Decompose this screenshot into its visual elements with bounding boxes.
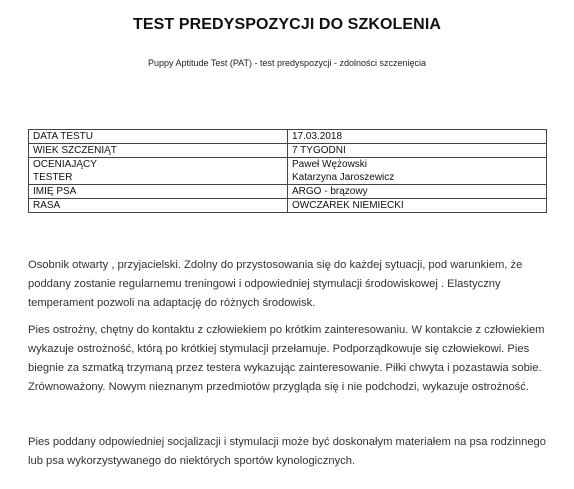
table-label-puppy-age: WIEK SZCZENIĄT (29, 144, 288, 158)
document-subtitle: Puppy Aptitude Test (PAT) - test predyspozycji - zdolności szczenięcia (147, 58, 427, 68)
table-row (29, 158, 547, 185)
paragraph-temperament: Osobnik otwarty , przyjacielski. Zdolny do przystosowania się do każdej sytuacji, pod warunkiem, że poddany zostanie regularnemu treningowi i odpowiedniej stymulacji środowiskowej . Elastyczny temperament pozwoli na adaptację do różnych środowisk. (28, 259, 523, 309)
table-label-dog-name: IMIĘ PSA (29, 185, 288, 199)
table-value-puppy-age: 7 TYGODNI (288, 144, 547, 158)
table-value-breed: OWCZAREK NIEMIECKI (288, 199, 547, 213)
table-row (29, 185, 547, 199)
table-value-evaluator-tester (288, 158, 547, 185)
table-label-test-date: DATA TESTU (29, 130, 288, 144)
table-row (29, 199, 547, 213)
paragraph-conclusion: Pies poddany odpowiedniej socjalizacji i stymulacji może być doskonałym materiałem na psa rodzinnego lub psa wykorzystywanego do niektórych sportów kynologicznych. (28, 436, 546, 467)
table-row (29, 130, 547, 144)
table-label-tester: TESTER (33, 172, 73, 183)
document-title: TEST PREDYSPOZYCJI DO SZKOLENIA (132, 16, 442, 33)
info-table (28, 129, 547, 213)
table-label-evaluator-tester (29, 158, 288, 185)
paragraph-behavior: Pies ostrożny, chętny do kontaktu z człowiekiem po krótkim zainteresowaniu. W kontakcie z człowiekiem wykazuje ostrożność, którą po krótkiej stymulacji przełamuje. Podporządkowuje się człowiekowi. Pies biegnie za szmatką trzymaną przez testera wykazując zainteresowanie. Piłki chwyta i pozastawia sobie. Zrównoważony. Nowym nieznanym przedmiotów przygląda się i nie podchodzi, wykazuje ostrożność. (28, 324, 545, 393)
table-label-evaluator: OCENIAJĄCY (33, 159, 97, 170)
table-label-breed: RASA (29, 199, 288, 213)
table-value-evaluator: Paweł Wężowski (292, 159, 368, 170)
table-value-dog-name: ARGO - brązowy (288, 185, 547, 199)
table-value-test-date: 17.03.2018 (288, 130, 547, 144)
table-value-tester: Katarzyna Jaroszewicz (292, 172, 395, 183)
table-row (29, 144, 547, 158)
